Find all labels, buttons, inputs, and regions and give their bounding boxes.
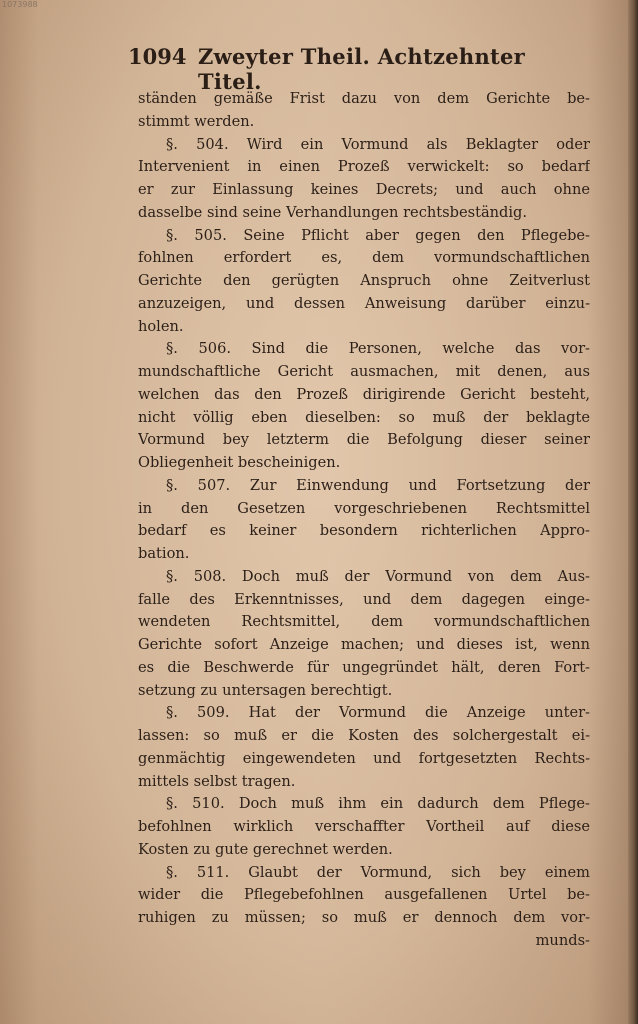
text-line: §. 506. Sind die Personen, welche das vor-: [166, 340, 590, 358]
text-line: wider die Pflegebefohlnen ausgefallenen Urtel be-: [138, 886, 590, 904]
text-line: §. 509. Hat der Vormund die Anzeige unter-: [166, 704, 590, 722]
text-line: Gerichte sofort Anzeige machen; und dieses ist, wenn: [138, 636, 590, 653]
text-line: §. 511. Glaubt der Vormund, sich bey einem: [166, 863, 590, 881]
text-line: setzung zu untersagen berechtigt.: [138, 681, 393, 699]
text-line: mundschaftliche Gericht ausmachen, mit denen, aus: [138, 363, 590, 380]
text-line: Intervenient in einen Prozeß verwickelt: so bedarf: [138, 158, 590, 176]
text-line: ruhigen zu müssen; so muß er dennoch dem vor-: [138, 909, 590, 926]
text-line: wendeten Rechtsmittel, dem vormundschaftlichen: [138, 613, 590, 631]
text-line: er zur Einlassung keines Decrets; und auch ohne: [138, 181, 590, 198]
text-line: genmächtig eingewendeten und fortgesetzten Rechts-: [138, 749, 590, 767]
text-line: §. 505. Seine Pflicht aber gegen den Pflegebe-: [166, 226, 590, 244]
text-line: §. 510. Doch muß ihm ein dadurch dem Pflege-: [166, 795, 590, 813]
text-line: lassen: so muß er die Kosten des solchergestalt ei-: [138, 727, 590, 744]
text-line: dasselbe sind seine Verhandlungen rechtsbeständig.: [138, 203, 528, 221]
page-header: [128, 44, 568, 94]
text-line: ständen gemäße Frist dazu von dem Gerichte be-: [138, 90, 590, 107]
text-line: Gerichte den gerügten Anspruch ohne Zeitverlust: [138, 272, 590, 289]
text-line: Obliegenheit bescheinigen.: [138, 454, 341, 471]
running-title: Zweyter Theil. Achtzehnter Titel.: [198, 44, 526, 94]
text-line: munds-: [535, 931, 590, 949]
text-line: mittels selbst tragen.: [138, 772, 296, 790]
text-line: bation.: [138, 545, 190, 562]
text-line: §. 504. Wird ein Vormund als Beklagter oder: [166, 135, 590, 153]
text-line: §. 508. Doch muß der Vormund von dem Aus-: [166, 567, 590, 585]
text-line: anzuzeigen, und dessen Anweisung darüber einzu-: [138, 294, 590, 312]
page-number: 1094: [128, 44, 187, 69]
text-line: falle des Erkenntnisses, und dem dagegen einge-: [138, 590, 590, 608]
text-line: fohlnen erfordert es, dem vormundschaftlichen: [138, 249, 590, 267]
text-line: §. 507. Zur Einwendung und Fortsetzung der: [166, 476, 590, 494]
catalog-stamp: 1073988: [2, 0, 38, 9]
text-line: Vormund bey letzterm die Befolgung dieser seiner: [138, 431, 590, 449]
text-line: nicht völlig eben dieselben: so muß der beklagte: [138, 408, 590, 426]
page-edge-shadow: [628, 0, 638, 1024]
text-line: welchen das den Prozeß dirigirende Gericht besteht,: [138, 385, 590, 403]
body-text: [138, 88, 590, 953]
text-line: Kosten zu gute gerechnet werden.: [138, 840, 393, 858]
text-line: holen.: [138, 317, 184, 335]
text-line: bedarf es keiner besondern richterlichen Appro-: [138, 522, 590, 540]
text-line: in den Gesetzen vorgeschriebenen Rechtsmittel: [138, 499, 590, 517]
text-line: befohlnen wirklich verschaffter Vortheil auf diese: [138, 818, 590, 835]
text-line: stimmt werden.: [138, 112, 255, 130]
text-line: es die Beschwerde für ungegründet hält, deren Fort-: [138, 658, 590, 676]
